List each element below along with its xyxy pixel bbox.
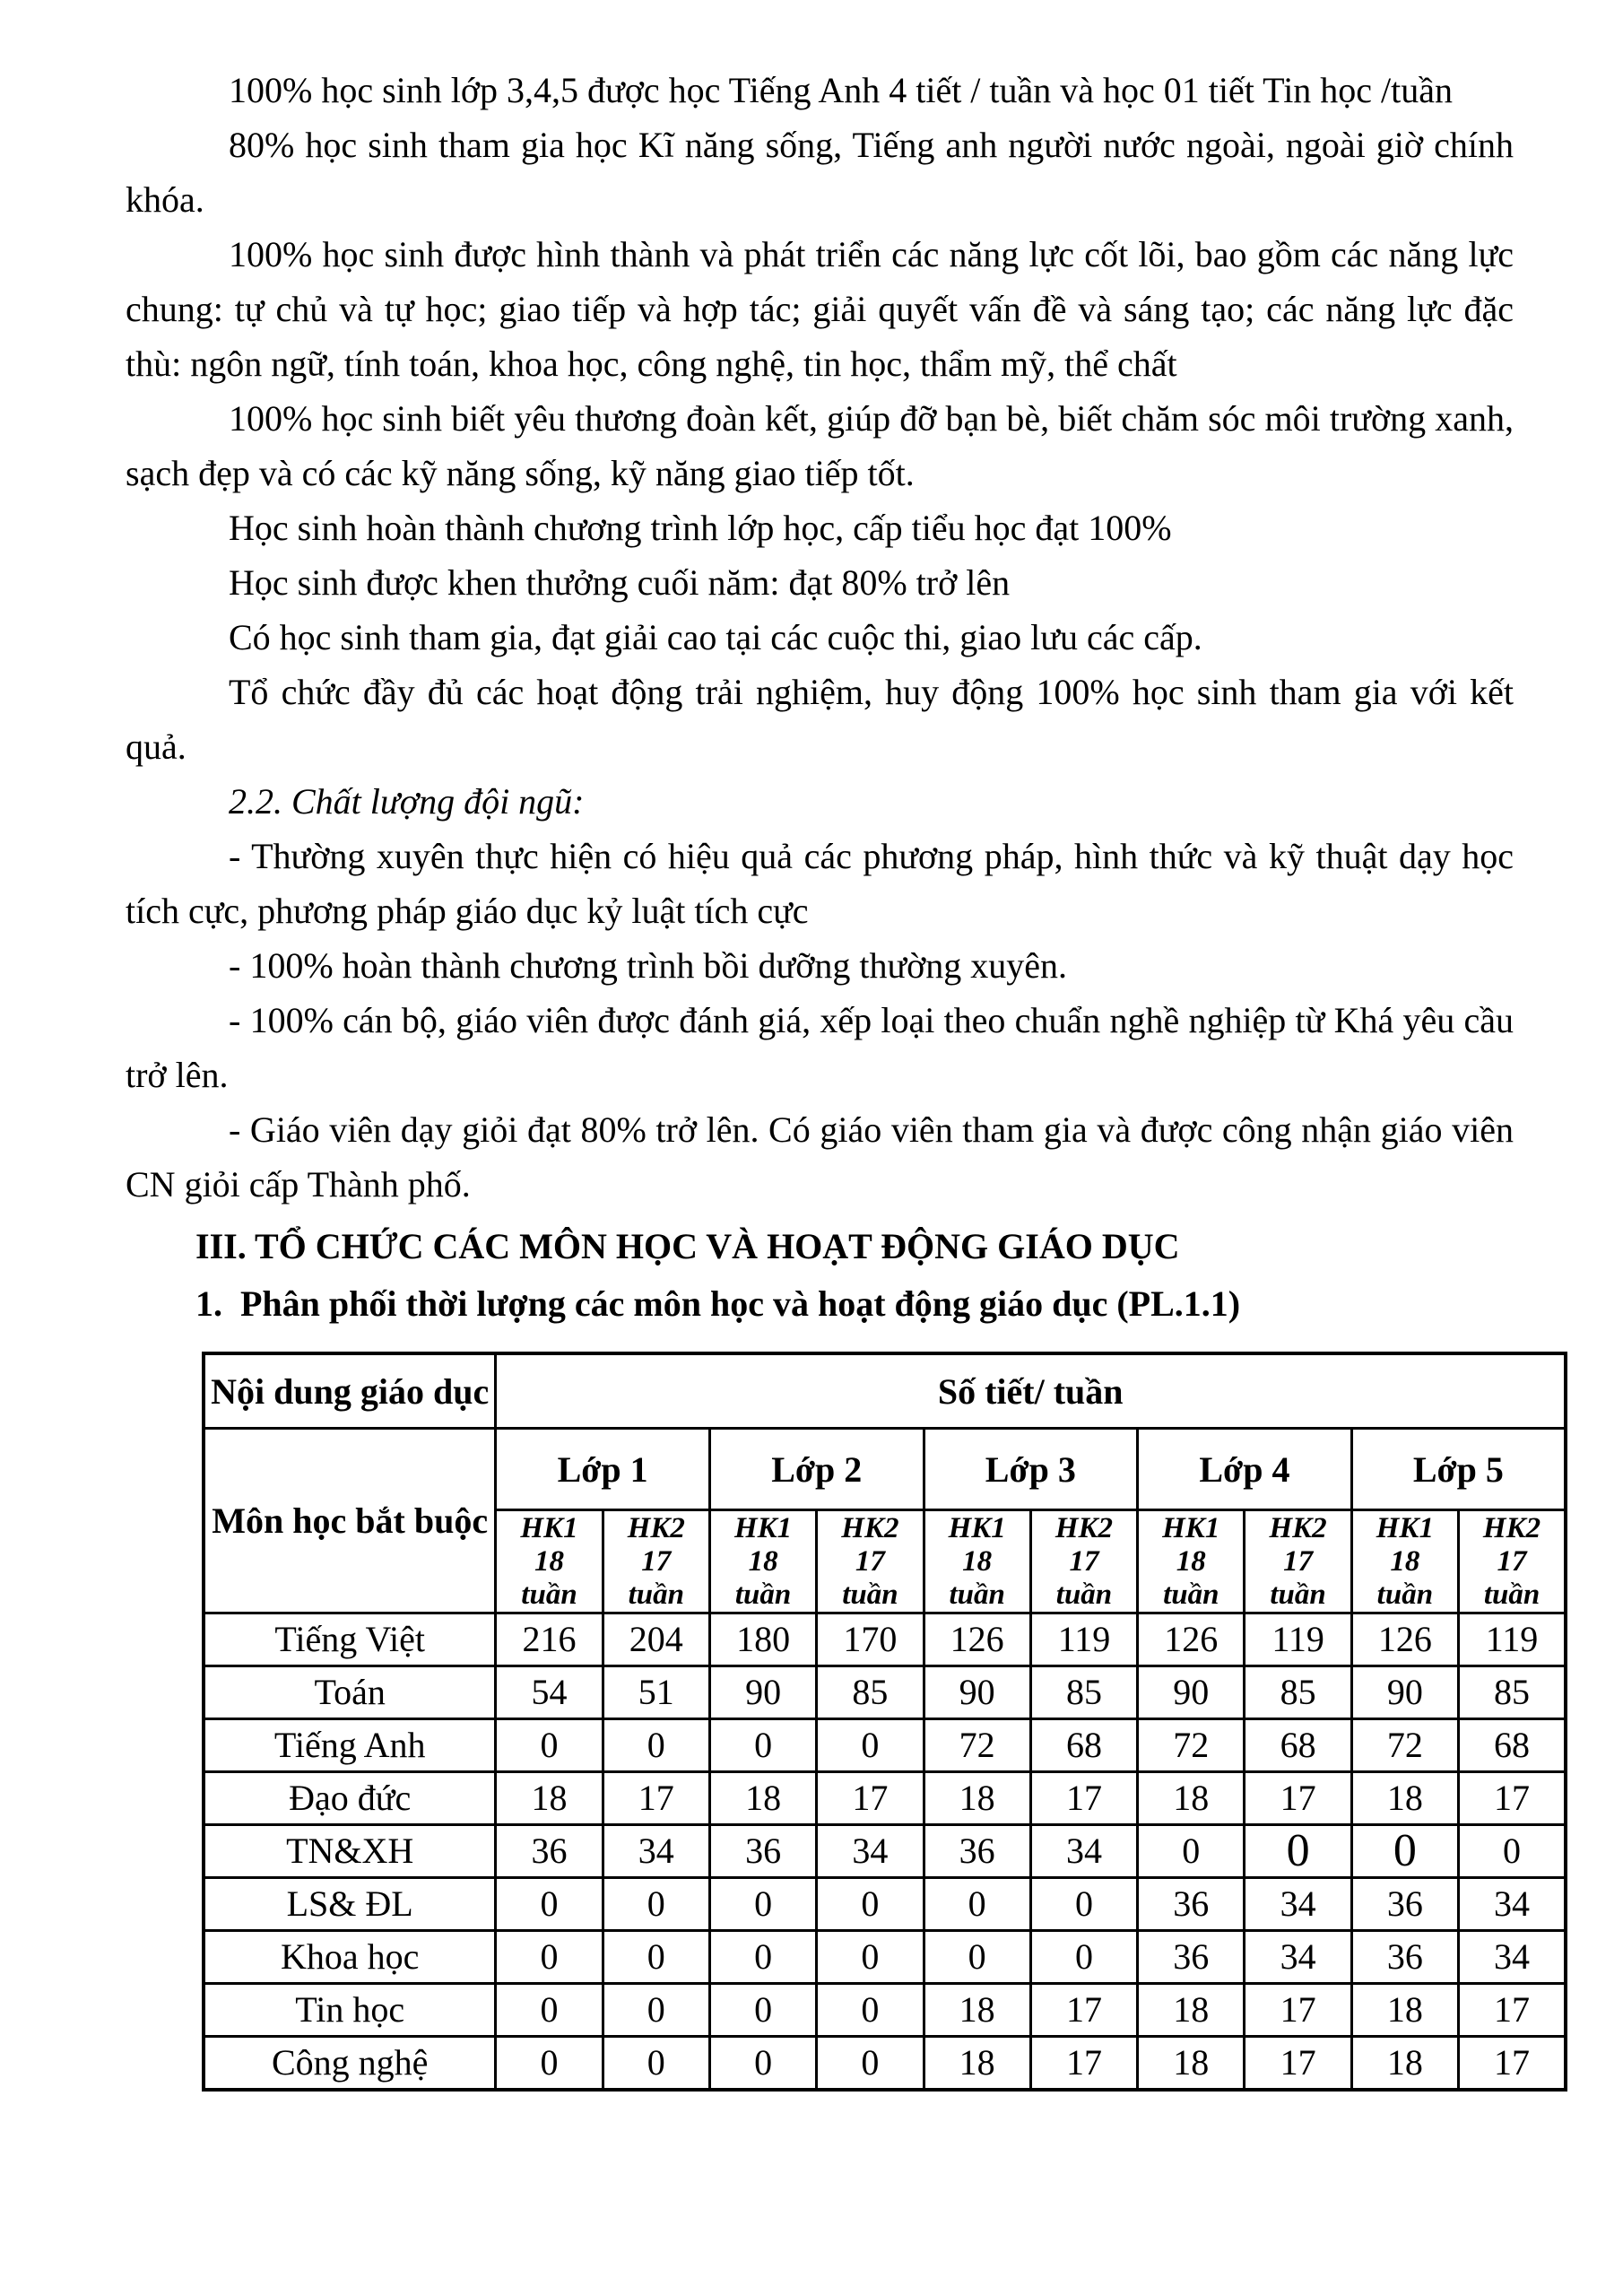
semester-header-line: 18 bbox=[748, 1544, 778, 1578]
paragraph: 100% học sinh biết yêu thương đoàn kết, giúp đỡ bạn bè, biết chăm sóc môi trường xanh, sạch đẹp và có các kỹ năng sống, kỹ năng giao tiếp tốt. bbox=[126, 398, 1514, 493]
value-cell: 18 bbox=[1351, 1772, 1458, 1825]
value-cell: 0 bbox=[1138, 1825, 1245, 1878]
semester-header-cell bbox=[1245, 1510, 1351, 1613]
table-row bbox=[204, 1613, 1566, 1666]
semester-header-line: 18 bbox=[1176, 1544, 1206, 1578]
value-cell: 18 bbox=[924, 1984, 1030, 2037]
subject-cell: Tiếng Việt bbox=[204, 1613, 496, 1666]
semester-header-cell bbox=[1459, 1510, 1566, 1613]
value-cell: 36 bbox=[1138, 1878, 1245, 1931]
subject-cell: Tin học bbox=[204, 1984, 496, 2037]
value-cell: 18 bbox=[1351, 1984, 1458, 2037]
semester-header-cell bbox=[1351, 1510, 1458, 1613]
value-cell: 0 bbox=[709, 1984, 816, 2037]
value-cell: 18 bbox=[1138, 1772, 1245, 1825]
value-cell: 34 bbox=[1245, 1931, 1351, 1984]
semester-header-cell bbox=[817, 1510, 924, 1613]
semester-header-line: tuần bbox=[521, 1578, 577, 1611]
value-cell: 17 bbox=[1459, 2037, 1566, 2091]
semester-header-cell bbox=[1138, 1510, 1245, 1613]
subject-cell: Toán bbox=[204, 1666, 496, 1719]
subject-cell: LS& ĐL bbox=[204, 1878, 496, 1931]
subject-cell: Đạo đức bbox=[204, 1772, 496, 1825]
value-cell: 126 bbox=[1138, 1613, 1245, 1666]
grade-header-row bbox=[204, 1429, 1566, 1510]
paragraph: 100% học sinh lớp 3,4,5 được học Tiếng Anh 4 tiết / tuần và học 01 tiết Tin học /tuần bbox=[229, 70, 1454, 110]
value-cell: 216 bbox=[496, 1613, 603, 1666]
value-cell: 126 bbox=[924, 1613, 1030, 1666]
paragraph: - Giáo viên dạy giỏi đạt 80% trở lên. Có giáo viên tham gia và được công nhận giáo viên CN giỏi cấp Thành phố. bbox=[126, 1109, 1514, 1205]
value-cell: 0 bbox=[496, 2037, 603, 2091]
value-cell: 0 bbox=[924, 1878, 1030, 1931]
paragraph: 2.2. Chất lượng đội ngũ: bbox=[229, 781, 585, 822]
table-header-row bbox=[204, 1353, 1566, 1429]
value-cell: 204 bbox=[603, 1613, 709, 1666]
timetable bbox=[202, 1352, 1567, 2092]
value-cell: 0 bbox=[709, 2037, 816, 2091]
semester-header-line: tuần bbox=[1376, 1578, 1434, 1611]
value-cell: 18 bbox=[496, 1772, 603, 1825]
value-cell: 17 bbox=[1459, 1984, 1566, 2037]
value-cell: 0 bbox=[817, 1931, 924, 1984]
value-cell: 119 bbox=[1030, 1613, 1137, 1666]
value-cell: 18 bbox=[1138, 2037, 1245, 2091]
value-cell: 34 bbox=[1245, 1878, 1351, 1931]
value-cell: 0 bbox=[496, 1931, 603, 1984]
value-cell: 17 bbox=[1459, 1772, 1566, 1825]
value-cell: 85 bbox=[1245, 1666, 1351, 1719]
semester-header-cell bbox=[603, 1510, 709, 1613]
value-cell: 0 bbox=[603, 1984, 709, 2037]
subject-cell: Tiếng Anh bbox=[204, 1719, 496, 1772]
subject-header-cell: Môn học bắt buộc bbox=[204, 1429, 496, 1613]
semester-header-line: HK2 bbox=[1482, 1511, 1541, 1544]
semester-header-line: 17 bbox=[1283, 1544, 1314, 1578]
value-cell: 72 bbox=[924, 1719, 1030, 1772]
value-cell: 34 bbox=[817, 1825, 924, 1878]
semester-header-line: HK2 bbox=[627, 1511, 685, 1544]
value-cell: 68 bbox=[1459, 1719, 1566, 1772]
grade-header-cell: Lớp 2 bbox=[709, 1429, 924, 1510]
value-cell: 0 bbox=[603, 1719, 709, 1772]
value-cell: 36 bbox=[1351, 1878, 1458, 1931]
semester-header-line: HK1 bbox=[948, 1511, 1006, 1544]
semester-header-line: 17 bbox=[1497, 1544, 1527, 1578]
semester-header-line: HK2 bbox=[1269, 1511, 1327, 1544]
semester-header-cell bbox=[924, 1510, 1030, 1613]
semester-header-line: tuần bbox=[628, 1578, 684, 1611]
value-cell: 85 bbox=[817, 1666, 924, 1719]
table-row bbox=[204, 2037, 1566, 2091]
value-cell: 0 bbox=[924, 1931, 1030, 1984]
value-cell: 18 bbox=[1138, 1984, 1245, 2037]
semester-header-cell bbox=[496, 1510, 603, 1613]
grade-header-cell: Lớp 1 bbox=[496, 1429, 710, 1510]
value-cell: 51 bbox=[603, 1666, 709, 1719]
semester-header-line: 17 bbox=[641, 1544, 672, 1578]
value-cell: 34 bbox=[603, 1825, 709, 1878]
value-cell: 0 bbox=[709, 1878, 816, 1931]
value-cell: 68 bbox=[1245, 1719, 1351, 1772]
semester-header-line: 18 bbox=[1390, 1544, 1420, 1578]
paragraph: Tổ chức đầy đủ các hoạt động trải nghiệm, huy động 100% học sinh tham gia với kết quả. bbox=[126, 672, 1514, 767]
value-cell: 17 bbox=[1030, 1772, 1137, 1825]
value-cell: 90 bbox=[924, 1666, 1030, 1719]
document-content bbox=[126, 63, 1541, 2092]
paragraph: 100% học sinh được hình thành và phát triển các năng lực cốt lõi, bao gồm các năng lực chung: tự chủ và tự học; giao tiếp và hợp tác; giải quyết vấn đề và sáng tạo; các năng lực đặc thù: ngôn ngữ, tính toán, khoa học, công nghệ, tin học, thẩm mỹ, thể chất bbox=[126, 234, 1514, 384]
semester-header-line: tuần bbox=[1055, 1578, 1113, 1611]
value-cell: 17 bbox=[1245, 1984, 1351, 2037]
value-cell: 72 bbox=[1351, 1719, 1458, 1772]
table-row bbox=[204, 1666, 1566, 1719]
value-cell: 0 bbox=[1030, 1878, 1137, 1931]
value-cell: 0 bbox=[817, 1719, 924, 1772]
value-cell: 34 bbox=[1459, 1878, 1566, 1931]
grade-header-cell: Lớp 5 bbox=[1351, 1429, 1566, 1510]
semester-header-line: tuần bbox=[1483, 1578, 1541, 1611]
semester-header-line: tuần bbox=[949, 1578, 1005, 1611]
value-cell: 0 bbox=[603, 1931, 709, 1984]
value-cell: 119 bbox=[1245, 1613, 1351, 1666]
value-cell: 85 bbox=[1459, 1666, 1566, 1719]
paragraph: Học sinh được khen thưởng cuối năm: đạt 80% trở lên bbox=[229, 562, 1011, 603]
semester-header-cell bbox=[1030, 1510, 1137, 1613]
value-cell: 0 bbox=[496, 1719, 603, 1772]
semester-header-line: HK1 bbox=[1162, 1511, 1220, 1544]
value-cell: 0 bbox=[709, 1931, 816, 1984]
value-cell: 0 bbox=[1030, 1931, 1137, 1984]
value-cell: 18 bbox=[924, 2037, 1030, 2091]
value-cell: 36 bbox=[709, 1825, 816, 1878]
value-cell: 18 bbox=[1351, 2037, 1458, 2091]
semester-header-line: tuần bbox=[1163, 1578, 1219, 1611]
semester-header-line: HK1 bbox=[733, 1511, 793, 1544]
value-cell: 17 bbox=[1030, 2037, 1137, 2091]
table-row bbox=[204, 1719, 1566, 1772]
value-cell: 0 bbox=[709, 1719, 816, 1772]
semester-header-line: HK1 bbox=[1376, 1511, 1434, 1544]
value-cell: 0 bbox=[496, 1878, 603, 1931]
paragraph: - 100% hoàn thành chương trình bồi dưỡng thường xuyên. bbox=[229, 945, 1068, 986]
value-cell: 126 bbox=[1351, 1613, 1458, 1666]
value-cell: 0 bbox=[817, 1878, 924, 1931]
paragraph-block bbox=[126, 63, 1514, 1212]
table-row bbox=[204, 1878, 1566, 1931]
value-cell: 72 bbox=[1138, 1719, 1245, 1772]
semester-header-line: tuần bbox=[842, 1578, 898, 1611]
subject-cell: Khoa học bbox=[204, 1931, 496, 1984]
value-cell: 34 bbox=[1459, 1931, 1566, 1984]
corner-header-cell: Nội dung giáo dục bbox=[204, 1353, 496, 1429]
semester-header-line: HK2 bbox=[841, 1511, 899, 1544]
value-cell: 0 bbox=[817, 1984, 924, 2037]
semester-header-line: HK2 bbox=[1055, 1511, 1114, 1544]
value-cell: 17 bbox=[1245, 2037, 1351, 2091]
value-cell: 17 bbox=[1030, 1984, 1137, 2037]
value-cell: 0 bbox=[1245, 1825, 1351, 1878]
table-row bbox=[204, 1825, 1566, 1878]
value-cell: 0 bbox=[817, 2037, 924, 2091]
value-cell: 180 bbox=[709, 1613, 816, 1666]
value-cell: 90 bbox=[709, 1666, 816, 1719]
semester-header-cell bbox=[709, 1510, 816, 1613]
semester-header-line: 18 bbox=[962, 1544, 993, 1578]
value-cell: 0 bbox=[603, 1878, 709, 1931]
subject-cell: TN&XH bbox=[204, 1825, 496, 1878]
paragraph: 80% học sinh tham gia học Kĩ năng sống, Tiếng anh người nước ngoài, ngoài giờ chính khóa. bbox=[126, 125, 1514, 220]
value-cell: 0 bbox=[496, 1984, 603, 2037]
table-row bbox=[204, 1772, 1566, 1825]
value-cell: 90 bbox=[1351, 1666, 1458, 1719]
value-cell: 170 bbox=[817, 1613, 924, 1666]
value-cell: 34 bbox=[1030, 1825, 1137, 1878]
value-cell: 36 bbox=[924, 1825, 1030, 1878]
value-cell: 17 bbox=[1245, 1772, 1351, 1825]
table-row bbox=[204, 1984, 1566, 2037]
value-cell: 36 bbox=[496, 1825, 603, 1878]
value-cell: 36 bbox=[1351, 1931, 1458, 1984]
value-cell: 119 bbox=[1459, 1613, 1566, 1666]
semester-header-line: tuần bbox=[734, 1578, 792, 1611]
section-heading: III. TỔ CHỨC CÁC MÔN HỌC VÀ HOẠT ĐỘNG GIÁO DỤC bbox=[195, 1226, 1180, 1266]
value-cell: 68 bbox=[1030, 1719, 1137, 1772]
paragraph: Học sinh hoàn thành chương trình lớp học, cấp tiểu học đạt 100% bbox=[229, 508, 1172, 548]
semester-header-line: tuần bbox=[1270, 1578, 1326, 1611]
semester-header-line: 17 bbox=[1069, 1544, 1099, 1578]
value-cell: 36 bbox=[1138, 1931, 1245, 1984]
value-cell: 0 bbox=[603, 2037, 709, 2091]
value-cell: 17 bbox=[603, 1772, 709, 1825]
subsection-heading: 1. Phân phối thời lượng các môn học và hoạt động giáo dục (PL.1.1) bbox=[195, 1283, 1241, 1324]
value-cell: 0 bbox=[1351, 1825, 1458, 1878]
value-cell: 90 bbox=[1138, 1666, 1245, 1719]
table-row bbox=[204, 1931, 1566, 1984]
paragraph: - Thường xuyên thực hiện có hiệu quả các phương pháp, hình thức và kỹ thuật dạy học tích cực, phương pháp giáo dục kỷ luật tích cực bbox=[126, 836, 1514, 931]
grade-header-cell: Lớp 4 bbox=[1138, 1429, 1352, 1510]
semester-header-line: HK1 bbox=[520, 1511, 578, 1544]
paragraph: - 100% cán bộ, giáo viên được đánh giá, xếp loại theo chuẩn nghề nghiệp từ Khá yêu cầu trở lên. bbox=[126, 1000, 1514, 1095]
semester-header-line: 17 bbox=[855, 1544, 885, 1578]
value-cell: 85 bbox=[1030, 1666, 1137, 1719]
paragraph: Có học sinh tham gia, đạt giải cao tại các cuộc thi, giao lưu các cấp. bbox=[229, 617, 1202, 657]
value-cell: 0 bbox=[1459, 1825, 1566, 1878]
span-header-cell: Số tiết/ tuần bbox=[496, 1353, 1566, 1429]
value-cell: 17 bbox=[817, 1772, 924, 1825]
value-cell: 18 bbox=[709, 1772, 816, 1825]
subject-cell: Công nghệ bbox=[204, 2037, 496, 2091]
semester-header-line: 18 bbox=[534, 1544, 564, 1578]
value-cell: 18 bbox=[924, 1772, 1030, 1825]
grade-header-cell: Lớp 3 bbox=[924, 1429, 1138, 1510]
value-cell: 54 bbox=[496, 1666, 603, 1719]
